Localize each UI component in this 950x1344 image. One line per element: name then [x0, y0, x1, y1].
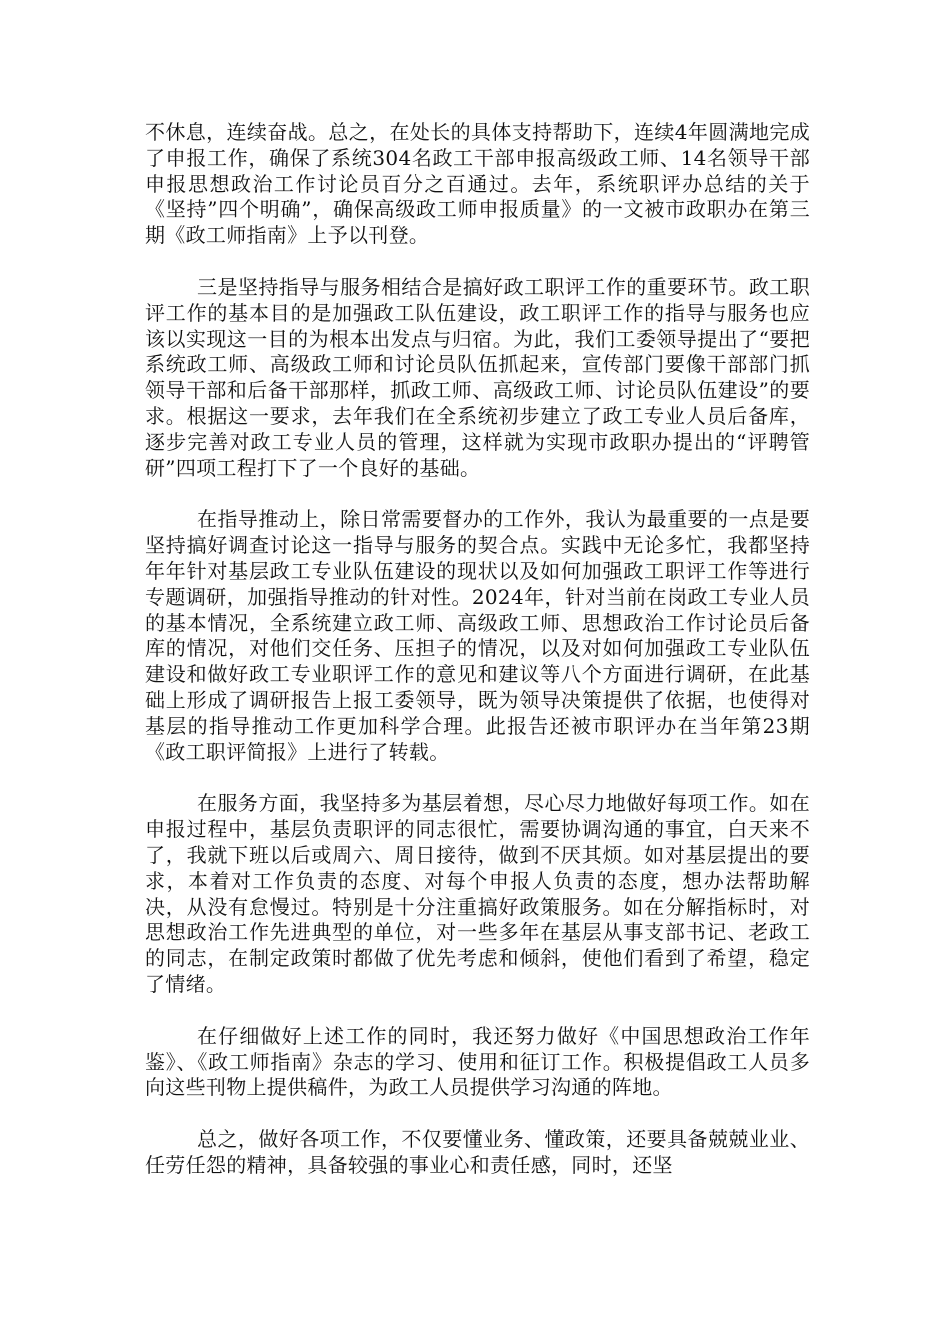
- paragraph-guidance-promotion: 在指导推动上，除日常需要督办的工作外，我认为最重要的一点是要坚持搞好调查讨论这一指导与服务的契合点。实践中无论多忙，我都坚持年年针对基层政工专业队伍建设的现状以及如何加强政工职评工作等进行专题调研，加强指导推动的针对性。2024年，针对当前在岗政工专业人员的基本情况，全系统建立政工师、高级政工师、思想政治工作讨论员后备库的情况，对他们交任务、压担子的情况，以及对如何加强政工专业队伍建设和做好政工专业职评工作的意见和建议等八个方面进行调研，在此基础上形成了调研报告上报工委领导，既为领导决策提供了依据，也使得对基层的指导推动工作更加科学合理。此报告还被市职评办在当年第23期《政工职评简报》上进行了转载。: [145, 507, 810, 764]
- paragraph-continuation: 不休息，连续奋战。总之，在处长的具体支持帮助下，连续4年圆满地完成了申报工作，确保了系统304名政工干部申报高级政工师、14名领导干部申报思想政治工作讨论员百分之百通过。去年，系统职评办总结的关于《坚持”四个明确”，确保高级政工师申报质量》的一文被市政职办在第三期《政工师指南》上予以刊登。: [145, 120, 810, 248]
- paragraph-summary: 总之，做好各项工作，不仅要懂业务、懂政策，还要具备兢兢业业、任劳任怨的精神，具备较强的事业心和责任感，同时，还坚: [145, 1127, 810, 1177]
- paragraph-service: 在服务方面，我坚持多为基层着想，尽心尽力地做好每项工作。如在申报过程中，基层负责职评的同志很忙，需要协调沟通的事宜，白天来不了，我就下班以后或周六、周日接待，做到不厌其烦。如对基层提出的要求，本着对工作负责的态度、对每个申报人负责的态度，想办法帮助解决，从没有怠慢过。特别是十分注重搞好政策服务。如在分解指标时，对思想政治工作先进典型的单位，对一些多年在基层从事支部书记、老政工的同志，在制定政策时都做了优先考虑和倾斜，使他们看到了希望，稳定了情绪。: [145, 791, 810, 996]
- document-body: [145, 120, 810, 1179]
- paragraph-journals: 在仔细做好上述工作的同时，我还努力做好《中国思想政治工作年鉴》、《政工师指南》杂志的学习、使用和征订工作。积极提倡政工人员多向这些刊物上提供稿件，为政工人员提供学习沟通的阵地。: [145, 1023, 810, 1100]
- paragraph-guidance-service: 三是坚持指导与服务相结合是搞好政工职评工作的重要环节。政工职评工作的基本目的是加强政工队伍建设，政工职评工作的指导与服务也应该以实现这一目的为根本出发点与归宿。为此，我们工委领导提出了“要把系统政工师、高级政工师和讨论员队伍抓起来，宣传部门要像干部部门抓领导干部和后备干部那样，抓政工师、高级政工师、讨论员队伍建设”的要求。根据这一要求，去年我们在全系统初步建立了政工专业人员后备库，逐步完善对政工专业人员的管理，这样就为实现市政职办提出的“评聘管研”四项工程打下了一个良好的基础。: [145, 274, 810, 480]
